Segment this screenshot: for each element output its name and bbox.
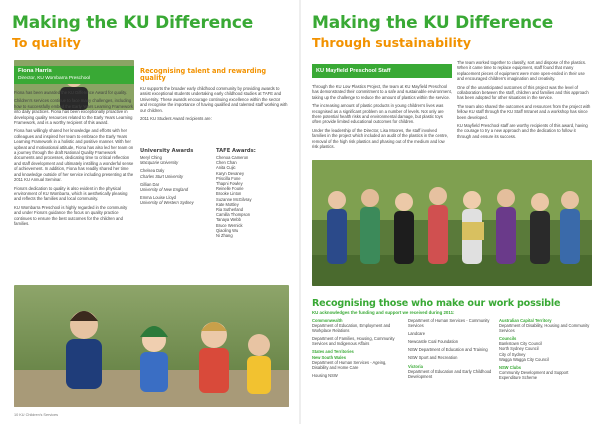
profile-name-bar (14, 66, 134, 84)
ack-item: Department of Human Services - Ageing, Disability and Home Care (312, 359, 387, 370)
sustainability-paragraph: The team worked together to classify, sort and dispose of the plastics. When it came time to replace equipment, staff found that many replacement pieces of equipment were more open-ended in their use and encouraged children's imagination and creativity. (457, 60, 587, 82)
staff-photo-image (312, 160, 592, 286)
ack-category: Australian Capital Territory (499, 318, 552, 323)
tafe-recipient: Anita Cujic (216, 165, 236, 171)
talent-paragraph: KU supports the broader early childhood community by providing awards to assist exceptional students undertaking early childhood studies at TAFE and University. These awards encourage continuing excellence within the sector and recognise the importance of having qualified and talented staff working with our children. (140, 86, 288, 113)
sustainability-paragraph: The team also shared the outcomes and resources from the project with fellow KU staff through the KU Staff Intranet and a workshop has since been developed. (457, 103, 591, 120)
ack-column-1 (312, 318, 402, 378)
tafe-recipient: Suzanne McGilvray (216, 196, 252, 202)
ack-item: Department of Families, Housing, Community Services and Indigenous Affairs (312, 336, 395, 347)
profile-paragraph: Fiona has been awarded the KU Difference Award for quality. (14, 90, 128, 95)
ack-item: Bankstown City Council (499, 341, 543, 347)
ack-category: New South Wales (312, 354, 346, 360)
ack-category: NSW Clubs (499, 364, 522, 370)
tafe-recipient: Bruce Wernick (216, 222, 243, 228)
ack-item: Community Development and Support Expenditure Scheme (499, 369, 569, 380)
tafe-awards (216, 148, 286, 238)
recipient-name: Gillian Dar (140, 181, 160, 187)
profile-paragraph: Children's services continue to face many challenges, including how to successfully embed the Early Years Learning Framework into daily practices. Fiona has been exceptionally proactive in developing quality resources related to the Early Years Learning Framework, and is a worthy recipient of this award. (14, 98, 133, 126)
left-footer: 10 KU Children's Services (14, 413, 58, 417)
tafe-recipient: Reinelle Fourie (216, 186, 244, 192)
university-awards (140, 148, 210, 238)
ack-column-3 (499, 318, 591, 380)
ack-item: Newcastle Coal Foundation (408, 339, 459, 345)
talent-paragraph: 2011 KU Student Award recipients are: (140, 116, 212, 122)
ack-category: Commonwealth (312, 318, 343, 323)
ack-item: North Sydney Council (499, 346, 539, 352)
left-page (0, 0, 299, 424)
ack-item: Department of Education and Early Childhood Development (408, 368, 492, 379)
sustainability-col1 (312, 84, 452, 152)
ack-item: Housing NSW (312, 372, 338, 378)
recipient-name: Chelsea Daly (140, 168, 165, 174)
tafe-recipient: Kate Mottley (216, 201, 239, 207)
tafe-recipient: Ria Sutherland (216, 207, 244, 213)
tafe-recipient: Karyn Devaney (216, 170, 244, 176)
tafe-recipient: Qiaoling Wu (216, 227, 239, 233)
sustainability-paragraph: KU Mayfield Preschool staff are worthy recipients of this award, having the courage to try a new approach and the dedication to follow it through and ensure its success. (457, 123, 588, 139)
acknowledgement-heading: Recognising those who make our work possible (312, 298, 561, 309)
tafe-recipient: Brooke Linton (216, 191, 242, 197)
talent-body (140, 86, 288, 124)
sustainability-paragraph: Under the leadership of the Director, Lisa Moores, the staff involved families in the project which included an audit of the plastics in the centre, removal of the high risk plastics and phasing out of the medium and low risk plastics. (312, 127, 449, 150)
tafe-recipient: Tanaya Webb (216, 217, 241, 223)
ack-item: Department of Education, Employment and Workplace Relations (312, 323, 391, 334)
acknowledgement-subheading: KU acknowledges the funding and support we received during 2011: (312, 310, 455, 315)
ack-item: City of Sydney (499, 351, 526, 357)
children-photo (14, 285, 289, 407)
profile-role: Director, KU Wombarra Preschool (18, 76, 91, 81)
recipient-university: Charles Sturt University (140, 173, 183, 179)
staff-bar: KU Mayfield Preschool Staff (312, 64, 452, 78)
profile-paragraph: Fiona's dedication to quality is also evident in the physical environment of KU Wombarra, which is aesthetically pleasing and reflects the families and local community. (14, 185, 128, 202)
tafe-recipient: Camilla Thompson (216, 212, 251, 218)
ack-item: Wagga Wagga City Council (499, 356, 549, 362)
tafe-recipient: Chenoa Cameron (216, 155, 249, 160)
recipient-university: Macquarie University (140, 160, 179, 166)
ack-item: Landcare (408, 331, 426, 337)
talent-heading: Recognising talent and rewarding quality (140, 67, 267, 83)
sustainability-paragraph: The increasing amount of plastic products in young children's lives was recognised as a significant problem on a number of levels. Not only are there potential health risks and environmental damage, but plastic toys often provide limited educational outcomes for children. (312, 103, 444, 125)
tafe-recipient: Priscilla Fone (216, 175, 241, 181)
tafe-recipient: Ni Zhang (216, 233, 233, 239)
ack-column-2 (408, 318, 494, 379)
staff-photo (312, 160, 592, 286)
ack-category: Councils (499, 336, 517, 342)
profile-paragraph: KU Wombarra Preschool is highly regarded in the community and under Fiona's guidance the focus on quality practice continues to ensure the best outcomes for the children and families. (14, 204, 128, 226)
right-page-subtitle: Through sustainability (312, 35, 472, 50)
university-awards-heading: University Awards (140, 148, 194, 154)
ack-category: States and Territories (312, 349, 354, 355)
ack-category: Victoria (408, 363, 423, 369)
recipient-university: University of New England (140, 187, 189, 193)
recipient-name: Meryl Ching (140, 155, 162, 160)
profile-name: Fiona Harris (18, 68, 52, 74)
ack-item: NSW Sport and Recreation (408, 355, 458, 361)
ack-item: Department of Human Services - Community Services (408, 318, 490, 329)
profile-body (14, 90, 134, 229)
children-photo-image (14, 285, 289, 407)
recipient-university: University of Western Sydney (140, 200, 194, 206)
profile-paragraph: Fiona has willingly shared her knowledge and efforts with her colleagues and inspired her team to embrace the Early Years Learning Framework in a holistic and positive manner. With her upbeat and motivational attitude, Fiona has also led her team on a journey through the draft National Quality Framework documents and processes, dedicating time to critical reflection and staff development and ultimately instilling a wonderful sense of achievement. In addition, Fiona has readily shared her time and knowledge outside of her service including presenting at the 2011 KU Annual Seminar. (14, 128, 134, 183)
tafe-recipient: Thapni Fowley (216, 181, 243, 187)
recipient-name: Emma Louise Lloyd (140, 195, 176, 201)
ack-item: Department of Disability, Housing and Community Services (499, 323, 590, 334)
left-page-title: Making the KU Difference (12, 13, 254, 33)
tafe-recipient: Chen Chan (216, 160, 237, 166)
sustainability-paragraph: One of the unanticipated outcomes of this project was the level of collaboration between the staff, children and families and this approach has been adopted for other situations in the service. (457, 84, 589, 101)
award-recipients (140, 148, 286, 238)
tafe-awards-heading: TAFE Awards: (216, 148, 256, 154)
sustainability-paragraph: Through the KU Low Plastics Project, the team at KU Mayfield Preschool has demonstrated their commitment to a safe and sustainable environment, taking up the challenge to reduce the amount of plastics within the service. (312, 84, 452, 100)
right-page-title: Making the KU Difference (312, 13, 554, 33)
ack-item: NSW Department of Education and Training (408, 347, 488, 353)
left-page-subtitle: To quality (12, 35, 81, 50)
sustainability-col2 (457, 60, 591, 142)
